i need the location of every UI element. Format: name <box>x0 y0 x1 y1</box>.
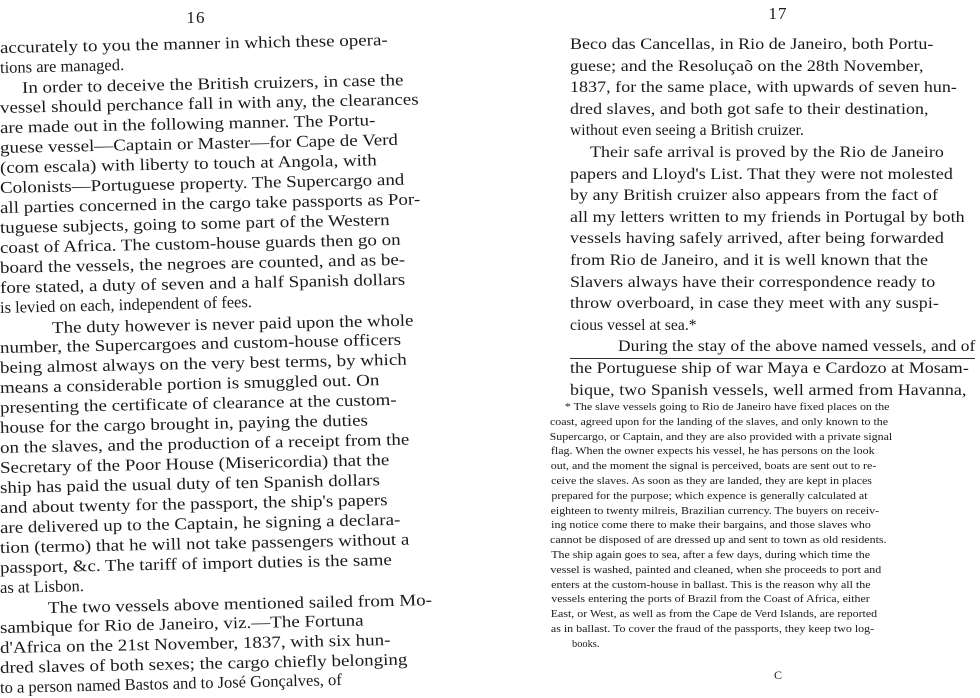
page-number: 17 <box>768 4 788 23</box>
footnote-line: prepared for the purpose; which expence is generally calculated at <box>551 490 868 502</box>
text-line: bique, two Spanish vessels, well armed from Havanna, <box>570 381 967 399</box>
text-line: guese; and the Resoluçaõ on the 28th November, <box>570 57 924 75</box>
footnote-line: enters at the custom-house in ballast. This is the reason why all the <box>551 579 871 591</box>
text-line: dred slaves of both sexes; the cargo chiefly belonging <box>0 649 408 677</box>
text-line: on the slaves, and the production of a receipt from the <box>0 429 410 457</box>
signature-mark: C <box>774 668 783 682</box>
text-line: board the vessels, the negroes are counted, and as be- <box>0 249 406 277</box>
footnote-line: out, and the moment the signal is perceived, boats are sent out to re- <box>550 461 877 473</box>
text-line: are made out in the following manner. The Portu- <box>0 110 376 137</box>
footnote-line: eighteen to twenty milreis, Brazilian currency. The buyers on receiv- <box>550 505 880 517</box>
text-line: The duty however is never paid upon the whole <box>51 310 414 337</box>
text-line: all parties concerned in the cargo take passports as Por- <box>0 189 421 217</box>
footnote-line: ing notice come there to make their bargains, and those slaves who <box>551 520 871 532</box>
footnote-line: flag. When the owner expects his vessel, he has persons on the look <box>550 446 875 458</box>
text-line: the Portuguese ship of war Maya e Cardozo at Mosam- <box>570 360 969 377</box>
footnote-line: vessels entering the ports of Brazil from the Coast of Africa, either <box>551 594 870 606</box>
footnote-line: cannot be disposed of are dressed up and sent to town as old residents. <box>550 535 887 547</box>
text-line: being almost always on the very best terms, by which <box>0 349 407 377</box>
footnote-line: books. <box>572 638 600 650</box>
text-line: from Rio de Janeiro, and it is well known that the <box>570 252 928 269</box>
text-line: tion (termo) that he will not take passengers without a <box>0 529 410 557</box>
footnote-line: East, or West, as well as from the Cape de Verd Islands, are reported <box>550 609 878 621</box>
text-line: Secretary of the Poor House (Misericordia) that the <box>0 450 390 477</box>
text-line: presenting the certificate of clearance at the custom- <box>0 389 397 417</box>
text-line: are delivered up to the Captain, he signing a declara- <box>0 509 401 537</box>
left-page <box>0 0 470 697</box>
text-line: to a person named Bastos and to José Gonçalves, of <box>0 669 342 697</box>
text-line: (com escala) with liberty to touch at Angola, with <box>0 150 377 177</box>
text-line: 1837, for the same place, with upwards of seven hun- <box>570 79 957 97</box>
footnote-line: The ship again goes to sea, after a few days, during which time the <box>551 550 871 561</box>
text-line: ship has paid the usual duty of ten Spanish dollars <box>0 470 381 497</box>
text-line: all my letters written to my friends in Portugal by both <box>570 208 965 226</box>
text-line: passport, &c. The tariff of import duties is the same <box>0 549 393 577</box>
text-line: accurately to you the manner in which these opera- <box>0 30 388 57</box>
page-number: 16 <box>186 8 206 27</box>
text-line: Their safe arrival is proved by the Rio de Janeiro <box>590 144 944 161</box>
text-line: Slavers always have their correspondence ready to <box>570 273 936 291</box>
right-page <box>549 0 980 688</box>
footnote-line: * The slave vessels going to Rio de Janeiro have fixed places on the <box>564 402 890 413</box>
footnote-line: vessel is washed, painted and cleaned, when she proceeds to port and <box>550 564 882 576</box>
text-line: In order to deceive the British cruizers, in case the <box>21 70 404 97</box>
footnote-line: Supercargo, or Captain, and they are also provided with a private signal <box>549 431 893 443</box>
text-line: coast of Africa. The custom-house guards then go on <box>0 229 401 257</box>
text-line: is levied on each, independent of fees. <box>0 292 253 317</box>
text-line: by any British cruizer also appears from the fact of <box>570 187 938 205</box>
text-line: number, the Supercargoes and custom-house officers <box>0 329 402 357</box>
text-line: During the stay of the above named vessels, and of <box>618 338 976 356</box>
text-line: tuguese subjects, going to some part of the Western <box>0 210 390 237</box>
text-line: vessel should perchance fall in with any, the clearances <box>0 89 419 117</box>
text-line: as at Lisbon. <box>0 576 85 597</box>
text-line: papers and Lloyd's List. That they were not molested <box>570 165 953 183</box>
text-line: dred slaves, and both got safe to their destination, <box>570 100 929 118</box>
footnote-divider <box>570 358 975 359</box>
text-line: cious vessel at sea.* <box>570 316 697 334</box>
footnote-line: ceive the slaves. As soon as they are landed, they are kept in places <box>551 476 872 487</box>
text-line: sambique for Rio de Janeiro, viz.—The Fortuna <box>0 610 364 637</box>
text-line: without even seeing a British cruizer. <box>570 122 805 140</box>
text-line: fore stated, a duty of seven and a half Spanish dollars <box>0 269 406 297</box>
text-line: d'Africa on the 21st November, 1837, with six hun- <box>0 630 391 657</box>
text-line: and about twenty for the passport, the ship's papers <box>0 490 388 517</box>
footnote-line: coast, agreed upon for the landing of the slaves, and only known to the <box>549 416 889 428</box>
text-line: tions are managed. <box>0 55 125 77</box>
text-line: The two vessels above mentioned sailed from Mo- <box>47 590 433 617</box>
text-line: vessels having safely arrived, after being forwarded <box>570 230 944 248</box>
text-line: throw overboard, in case they meet with any suspi- <box>570 295 939 313</box>
footnote-line: as in ballast. To cover the fraud of the passports, they keep two log- <box>550 624 875 635</box>
text-line: guese vessel—Captain or Master—for Cape de Verd <box>0 129 399 157</box>
text-line: means a considerable portion is smuggled out. On <box>0 370 380 397</box>
text-line: Beco das Cancellas, in Rio de Janeiro, both Portu- <box>570 36 934 53</box>
text-line: Colonists—Portuguese property. The Supercargo and <box>0 169 405 197</box>
text-line: house for the cargo brought in, paying the duties <box>0 410 369 437</box>
